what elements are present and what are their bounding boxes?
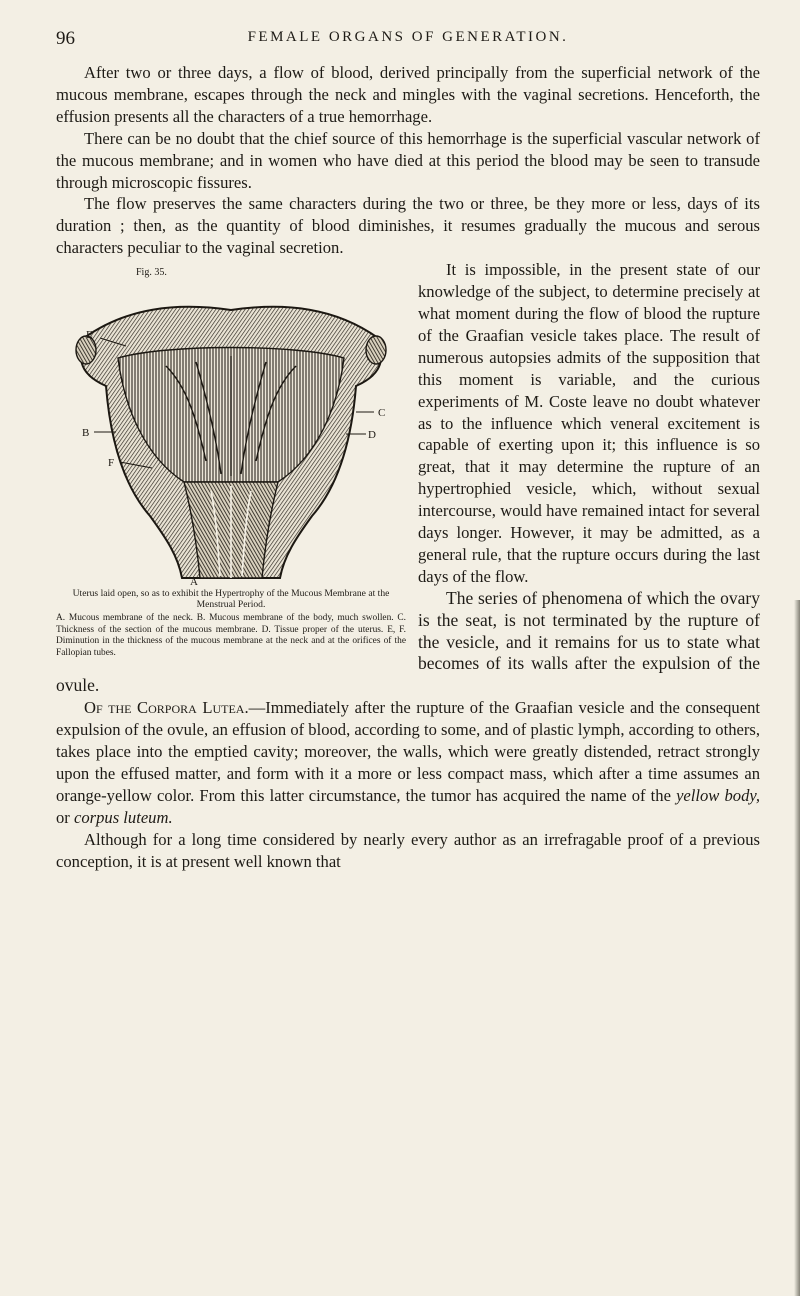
corpora-lutea-or: or [56, 807, 74, 827]
paragraph-series-of-phenomena: The series of phenomena of which the ovary is the seat, is not terminated by the rupture of the vesicle, and it remains for us to state what becomes of its walls after the expulsion of the ovule. [56, 587, 760, 696]
body-text [56, 62, 760, 873]
paragraph-flow-of-blood: After two or three days, a flow of blood, derived principally from the superficial network of the mucous membrane, escapes through the neck and mingles with the vaginal secretions. Henceforth, the effusion presents all the characters of a true hemorrhage. [56, 63, 760, 126]
running-title: FEMALE ORGANS OF GENERATION. [247, 29, 569, 45]
section-heading-corpora-lutea: Of the Corpora Lutea. [84, 698, 249, 718]
page-header [56, 28, 760, 58]
page-edge-shadow [794, 600, 800, 1296]
paragraph-source-of-hemorrhage: There can be no doubt that the chief source of this hemorrhage is the superficial vascular network of the mucous membrane; and in women who have died at this period the blood may be seen to transude through microscopic fissures. [56, 128, 760, 192]
paragraph-graafian-rupture: It is impossible, in the present state of our knowledge of the subject, to determine precisely at what moment during the flow of blood the rupture of the Graafian vesicle takes place. The result of numerous autopsies admits of the supposition that this moment is variable, and the curious experiments of M. Coste leave no doubt whatever as to the influence which veneral excitement is capable of exerting upon it; this influence is so great, that it may determine the rupture of an hypertrophied vesicle, which, without sexual intercourse, would have remained intact for several days longer. However, it may be admitted, as a general rule, that the rupture occurs during the last days of the flow. [418, 260, 760, 586]
term-corpus-luteum: corpus luteum. [73, 807, 173, 827]
label-a: A [190, 576, 198, 587]
paragraph-irrefragable-proof: Although for a long time considered by nearly every author as an irrefragable proof of a previous conception, it is at present well known that [56, 829, 760, 871]
right-tube-orifice [366, 336, 386, 364]
figure-caption-body: A. Mucous membrane of the neck. B. Mucous membrane of the body, much swollen. C. Thickness of the section of the mucous membrane. D. Tissue proper of the uterus. E, F. Diminution in the thickness of the mucous membrane at the neck and at the orifices of the Fallopian tubes. [56, 613, 406, 658]
term-yellow-body: yellow body, [676, 785, 760, 805]
figure-label: Fig. 35. [136, 267, 167, 279]
label-f: F [108, 457, 115, 470]
paragraph-flow-characters: The flow preserves the same characters during the two or three, be they more or less, days of its duration ; then, as the quantity of blood diminishes, it resumes gradually the mucous and serous characters peculiar to the vaginal secretion. [56, 194, 760, 258]
label-e: E [86, 329, 93, 342]
label-b: B [82, 427, 90, 440]
figure-caption-title: Uterus laid open, so as to exhibit the Hypertrophy of the Mucous Membrane at the Menstrual Period. [72, 588, 390, 611]
paragraph-corpora-lutea [56, 697, 760, 828]
label-d: D [368, 429, 376, 442]
label-c: C [378, 407, 386, 420]
uterus-illustration [56, 286, 406, 586]
page-number: 96 [56, 28, 75, 49]
figure-35 [56, 262, 406, 659]
corpora-lutea-text: —Immediately after the rupture of the Graafian vesicle and the consequent expulsion of the ovule, an effusion of blood, according to some, and of plastic lymph, according to others, takes place into the emptied cavity; moreover, the walls, which were greatly distended, retract strongly upon the effused matter, and form with it a more or less compact mass, which after a time assumes an orange-yellow color. From this latter circumstance, the tumor has acquired the name of the [56, 698, 760, 805]
